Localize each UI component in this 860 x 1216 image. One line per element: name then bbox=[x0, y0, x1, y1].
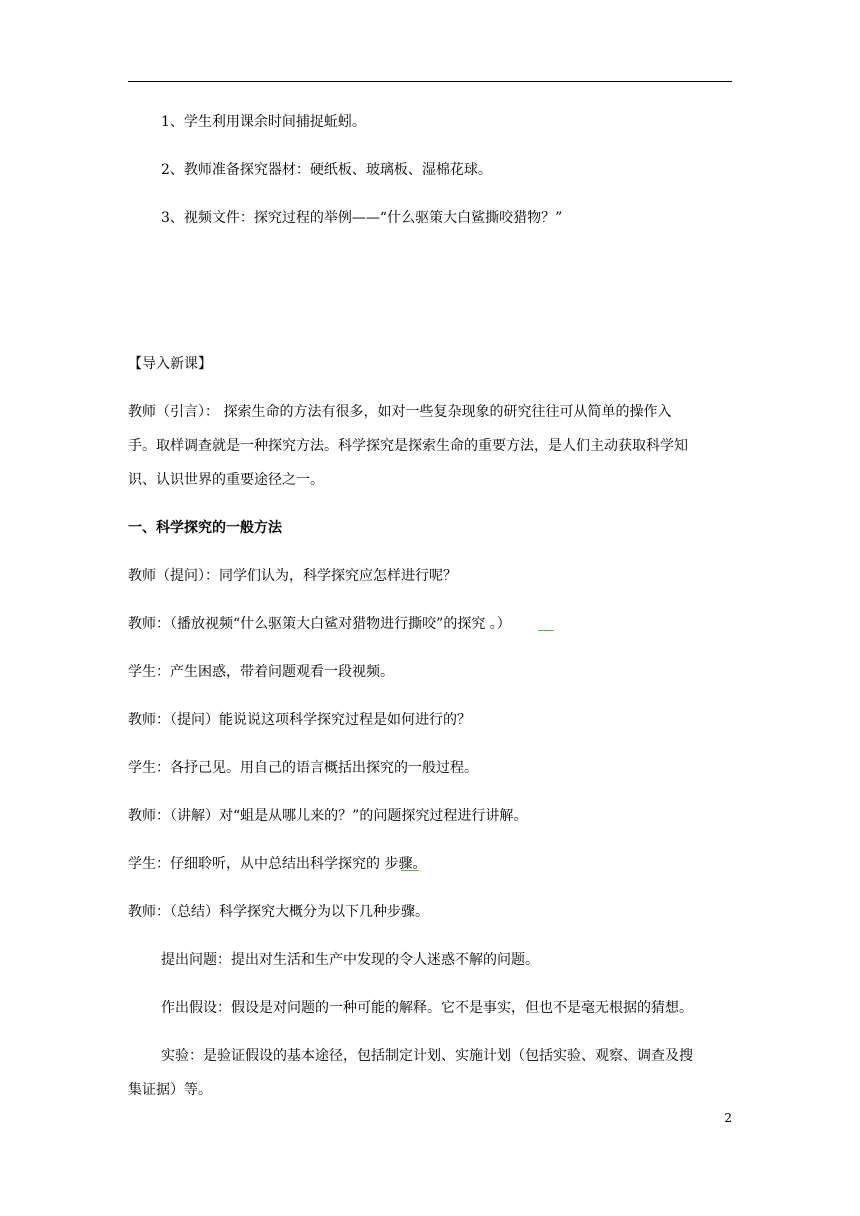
step-item: 实验：是验证假设的基本途径，包括制定计划、实施计划（包括实验、观察、调查及搜 bbox=[161, 1048, 693, 1064]
spellcheck-underline bbox=[401, 866, 419, 871]
page-number: 2 bbox=[724, 1111, 732, 1125]
dialogue-line: 学生：产生困惑，带着问题观看一段视频。 bbox=[128, 664, 394, 680]
dialogue-line: 教师：（讲解）对“蛆是从哪儿来的？”的问题探究过程进行讲解。 bbox=[128, 808, 528, 824]
dialogue-line: 学生：仔细聆听，从中总结出科学探究的 步骤。 bbox=[128, 856, 427, 872]
intro-paragraph-line: 识、认识世界的重要途径之一。 bbox=[128, 472, 324, 488]
section-heading-intro: 【导入新课】 bbox=[128, 356, 212, 372]
step-item: 提出问题：提出对生活和生产中发现的令人迷惑不解的问题。 bbox=[161, 952, 539, 968]
intro-paragraph-line: 教师（引言）： 探索生命的方法有很多，如对一些复杂现象的研究往往可从简单的操作入 bbox=[128, 404, 672, 420]
step-item: 作出假设：假设是对问题的一种可能的解释。它不是事实，但也不是毫无根据的猜想。 bbox=[161, 1000, 693, 1016]
dialogue-line: 教师（提问）：同学们认为，科学探究应怎样进行呢？ bbox=[128, 568, 457, 584]
section-heading-methods: 一、科学探究的一般方法 bbox=[128, 520, 282, 536]
dialogue-line: 学生：各抒己见。用自己的语言概括出探究的一般过程。 bbox=[128, 760, 478, 776]
list-item: 2、教师准备探究器材：硬纸板、玻璃板、湿棉花球。 bbox=[161, 162, 492, 178]
dialogue-line: 教师：（总结）科学探究大概分为以下几种步骤。 bbox=[128, 904, 429, 920]
dialogue-line: 教师：（播放视频“什么驱策大白鲨对猎物进行撕咬”的探究 。） bbox=[128, 616, 511, 632]
header-rule bbox=[128, 81, 732, 82]
spellcheck-underline bbox=[538, 626, 554, 631]
step-item-continuation: 集证据）等。 bbox=[128, 1082, 212, 1098]
intro-paragraph-line: 手。取样调查就是一种探究方法。科学探究是探索生命的重要方法，是人们主动获取科学知 bbox=[128, 438, 688, 454]
list-item: 1、学生利用课余时间捕捉蚯蚓。 bbox=[161, 114, 366, 130]
dialogue-line: 教师：（提问）能说说这项科学探究过程是如何进行的？ bbox=[128, 712, 471, 728]
list-item: 3、视频文件：探究过程的举例——“什么驱策大白鲨撕咬猎物？” bbox=[161, 210, 563, 226]
